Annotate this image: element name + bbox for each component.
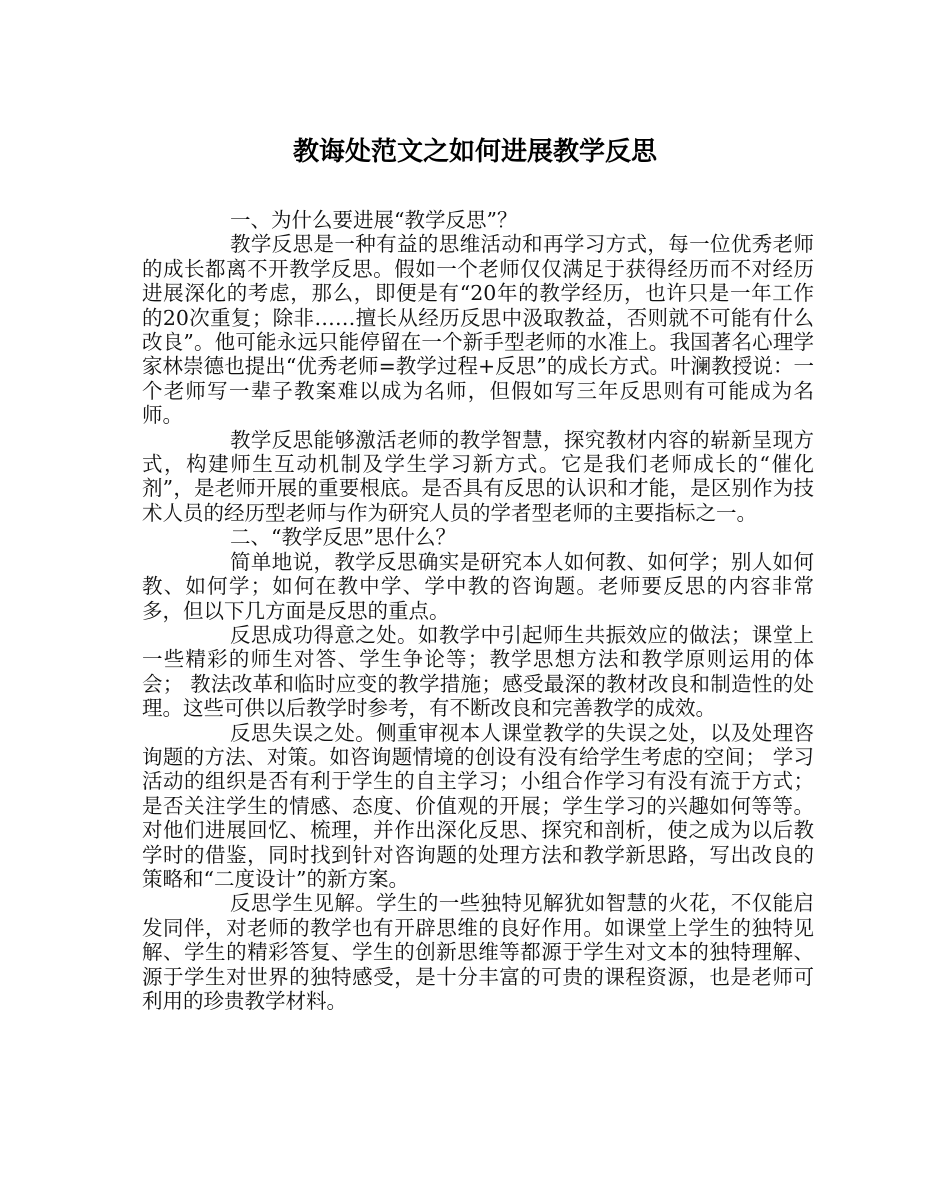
body-paragraph: 反思学生见解。学生的一些独特见解犹如智慧的火花，不仅能启发同伴，对老师的教学也有开辟思维的良好作用。如课堂上学生的独特见解、学生的精彩答复、学生的创新思维等都源于学生对文本的独特理解、源于学生对世界的独特感受，是十分丰富的可贵的课程资源，也是老师可利用的珍贵教学材料。 bbox=[142, 891, 814, 1013]
body-paragraph: 教学反思能够激活老师的教学智慧，探究教材内容的崭新呈现方式，构建师生互动机制及学生学习新方式。它是我们老师成长的“催化剂”，是老师开展的重要根底。是否具有反思的认识和才能，是区别作为技术人员的经历型老师与作为研究人员的学者型老师的主要指标之一。 bbox=[142, 427, 814, 525]
body-paragraph: 反思成功得意之处。如教学中引起师生共振效应的做法；课堂上一些精彩的师生对答、学生争论等；教学思想方法和教学原则运用的体会； 教法改革和临时应变的教学措施；感受最深的教材改良和制造性的处理。这些可供以后教学时参考，有不断改良和完善教学的成效。 bbox=[142, 622, 814, 721]
section-heading: 二、“教学反思”思什么？ bbox=[230, 525, 456, 550]
document-title: 教诲处范文之如何进展教学反思 bbox=[292, 137, 657, 167]
document-body bbox=[142, 208, 814, 1013]
body-paragraph: 教学反思是一种有益的思维活动和再学习方式，每一位优秀老师的成长都离不开教学反思。假如一个老师仅仅满足于获得经历而不对经历进展深化的考虑，那么，即便是有“20年的教学经历，也许只是一年工作的20次重复；除非……擅长从经历反思中汲取教益，否则就不可能有什么改良”。他可能永远只能停留在一个新手型老师的水准上。我国著名心理学家林崇德也提出“优秀老师=教学过程+反思”的成长方式。叶澜教授说：一个老师写一辈子教案难以成为名师，但假如写三年反思则有可能成为名师。 bbox=[142, 232, 814, 428]
body-paragraph: 反思失误之处。侧重审视本人课堂教学的失误之处，以及处理咨询题的方法、对策。如咨询题情境的创设有没有给学生考虑的空间； 学习活动的组织是否有利于学生的自主学习；小组合作学习有没有流于方式；是否关注学生的情感、态度、价值观的开展；学生学习的兴趣如何等等。对他们进展回忆、梳理，并作出深化反思、探究和剖析，使之成为以后教学时的借鉴，同时找到针对咨询题的处理方法和教学新思路，写出改良的策略和“二度设计”的新方案。 bbox=[142, 720, 814, 891]
section-heading: 一、为什么要进展“教学反思”？ bbox=[230, 208, 518, 232]
body-paragraph: 简单地说，教学反思确实是研究本人如何教、如何学；别人如何教、如何学；如何在教中学、学中教的咨询题。老师要反思的内容非常多，但以下几方面是反思的重点。 bbox=[142, 549, 814, 623]
